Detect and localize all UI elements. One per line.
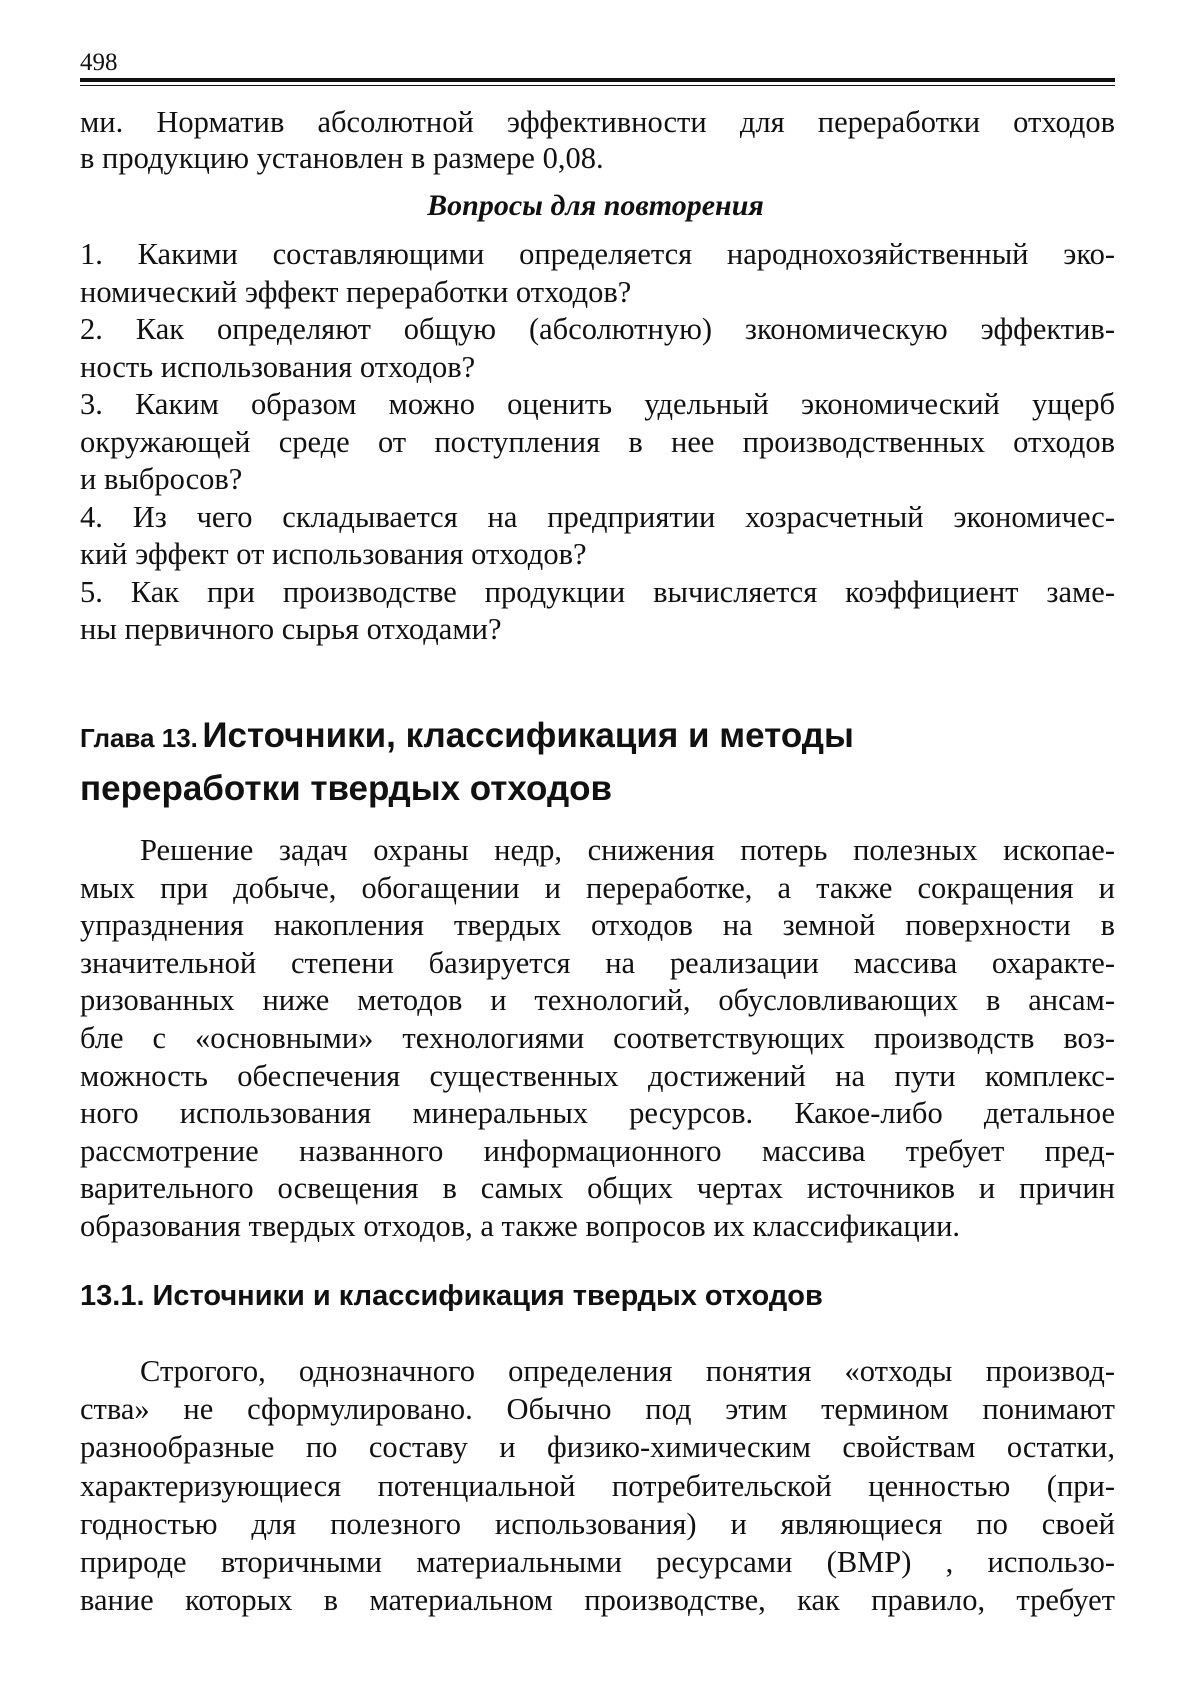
text-line: рассмотрение названного информационного массива требует пред-	[80, 1133, 1115, 1168]
questions-heading: Вопросы для повторения	[427, 189, 764, 222]
chapter-heading	[80, 713, 1115, 812]
text-line: мых при добыче, обогащении и переработке, а также сокращения и	[80, 870, 1115, 905]
question-line: 3. Каким образом можно оценить удельный экономический ущерб	[80, 387, 1115, 421]
text-line: в продукцию установлен в размере 0,08.	[80, 141, 604, 175]
header-rule-thin	[80, 85, 1115, 86]
section-paragraph	[80, 1352, 1115, 1619]
question-line: ность использования отходов?	[80, 349, 476, 384]
text-line: значительной степени базируется на реализации массива охаракте-	[80, 945, 1115, 980]
text-line: Решение задач охраны недр, снижения потерь полезных ископае-	[140, 833, 1115, 867]
intro-paragraph	[80, 104, 1115, 176]
text-line: природе вторичными материальными ресурсами (ВМР) , использо-	[80, 1545, 1115, 1580]
text-line: годностью для полезного использования) и являющиеся по своей	[80, 1506, 1115, 1541]
question-line: ны первичного сырья отходами?	[80, 612, 502, 646]
text-line: ризованных ниже методов и технологий, обусловливающих в ансам-	[80, 983, 1115, 1018]
question-line: 4. Из чего складывается на предприятии хозрасчетный экономичес-	[80, 499, 1115, 534]
question-line: окружающей среде от поступления в нее производственных отходов	[80, 424, 1115, 459]
chapter-paragraph	[80, 832, 1115, 1246]
section-heading: 13.1. Источники и классификация твердых отходов	[80, 1280, 823, 1312]
chapter-label: Глава 13.	[80, 723, 198, 753]
page-number: 498	[80, 49, 118, 76]
header-rule-thick	[80, 78, 1115, 82]
chapter-title-line1: Источники, классификация и методы	[202, 716, 854, 755]
questions-list	[80, 236, 1115, 649]
text-line: разнообразные по составу и физико-химическим свойствам остатки,	[80, 1430, 1115, 1465]
text-line: ства» не сформулировано. Обычно под этим термином понимают	[80, 1392, 1115, 1427]
question-line: 5. Как при производстве продукции вычисляется коэффициент заме-	[80, 574, 1115, 609]
question-line: 1. Какими составляющими определяется народнохозяйственный эко-	[80, 237, 1115, 271]
question-line: номический эффект переработки отходов?	[80, 274, 632, 309]
text-line: можность обеспечения существенных достижений на пути комплекс-	[80, 1058, 1115, 1093]
text-line: ного использования минеральных ресурсов. Какое-либо детальное	[80, 1096, 1115, 1131]
text-line: бле с «основными» технологиями соответствующих производств воз-	[80, 1020, 1115, 1055]
text-line: Строгого, однозначного определения понятия «отходы производ-	[140, 1354, 1115, 1388]
text-line: ми. Норматив абсолютной эффективности для переработки отходов	[80, 105, 1115, 139]
question-line: и выбросов?	[80, 462, 243, 496]
chapter-title-line2: переработки твердых отходов	[80, 769, 613, 808]
text-line: упразднения накопления твердых отходов на земной поверхности в	[80, 908, 1115, 943]
text-line: образования твердых отходов, а также вопросов их классификации.	[80, 1208, 961, 1243]
text-line: вание которых в материальном производстве, как правило, требует	[80, 1583, 1115, 1618]
text-line: характеризующиеся потенциальной потребительской ценностью (при-	[80, 1468, 1115, 1503]
question-line: кий эффект от использования отходов?	[80, 537, 587, 571]
text-line: варительного освещения в самых общих чертах источников и причин	[80, 1171, 1115, 1206]
question-line: 2. Как определяют общую (абсолютную) зкономическую эффектив-	[80, 312, 1115, 346]
